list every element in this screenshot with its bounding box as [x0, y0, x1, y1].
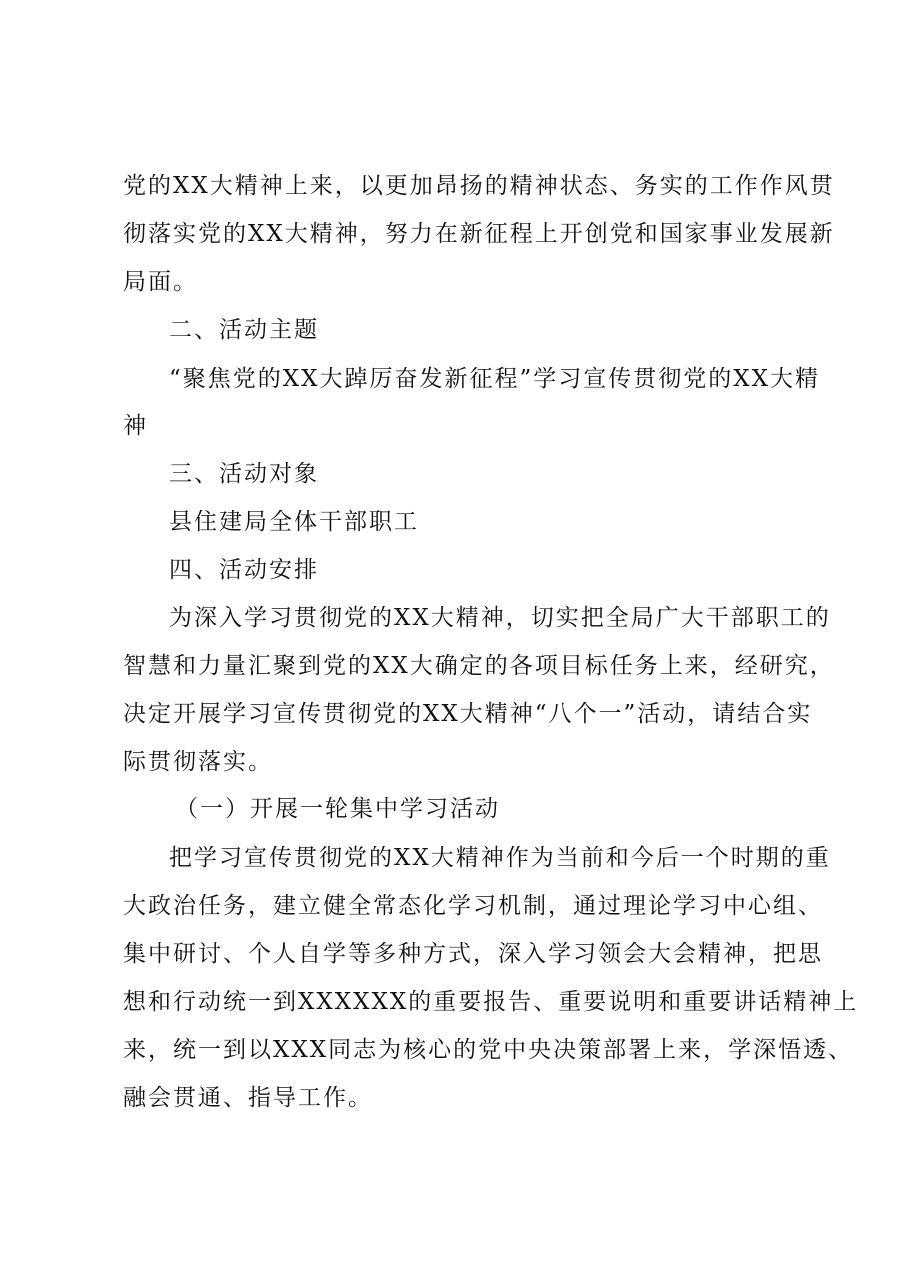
paragraph-line: 际贯彻落实。 [123, 749, 273, 775]
paragraph-line: 把学习宣传贯彻党的XX大精神作为当前和今后一个时期的重 [169, 845, 831, 871]
paragraph-line: “聚焦党的XX大踔厉奋发新征程”学习宣传贯彻党的XX大精 [169, 366, 821, 392]
section-heading: 二、活动主题 [169, 317, 319, 343]
paragraph-line: 来，统一到以XXX同志为核心的党中央决策部署上来，学深悟透、 [123, 1037, 854, 1063]
paragraph-line: 融会贯通、指导工作。 [123, 1085, 373, 1111]
paragraph-line: 集中研讨、个人自学等多种方式，深入学习领会大会精神，把思 [123, 941, 823, 967]
paragraph-line: 决定开展学习宣传贯彻党的XX大精神“八个一”活动，请结合实 [123, 701, 813, 727]
subsection-heading: （一）开展一轮集中学习活动 [175, 796, 500, 822]
paragraph-line: 局面。 [123, 269, 198, 295]
paragraph-line: 彻落实党的XX大精神，努力在新征程上开创党和国家事业发展新 [123, 221, 835, 247]
paragraph-line: 智慧和力量汇聚到党的XX大确定的各项目标任务上来，经研究， [123, 653, 835, 679]
paragraph-line: 为深入学习贯彻党的XX大精神，切实把全局广大干部职工的 [169, 605, 831, 631]
paragraph-line: 神 [123, 413, 148, 439]
paragraph-line: 大政治任务，建立健全常态化学习机制，通过理论学习中心组、 [123, 893, 823, 919]
section-heading: 四、活动安排 [169, 557, 319, 583]
paragraph-line: 县住建局全体干部职工 [169, 509, 419, 535]
paragraph-line: 党的XX大精神上来，以更加昂扬的精神状态、务实的工作作风贯 [123, 173, 835, 199]
paragraph-line: 想和行动统一到XXXXXX的重要报告、重要说明和重要讲话精神上 [123, 989, 859, 1015]
section-heading: 三、活动对象 [169, 461, 319, 487]
